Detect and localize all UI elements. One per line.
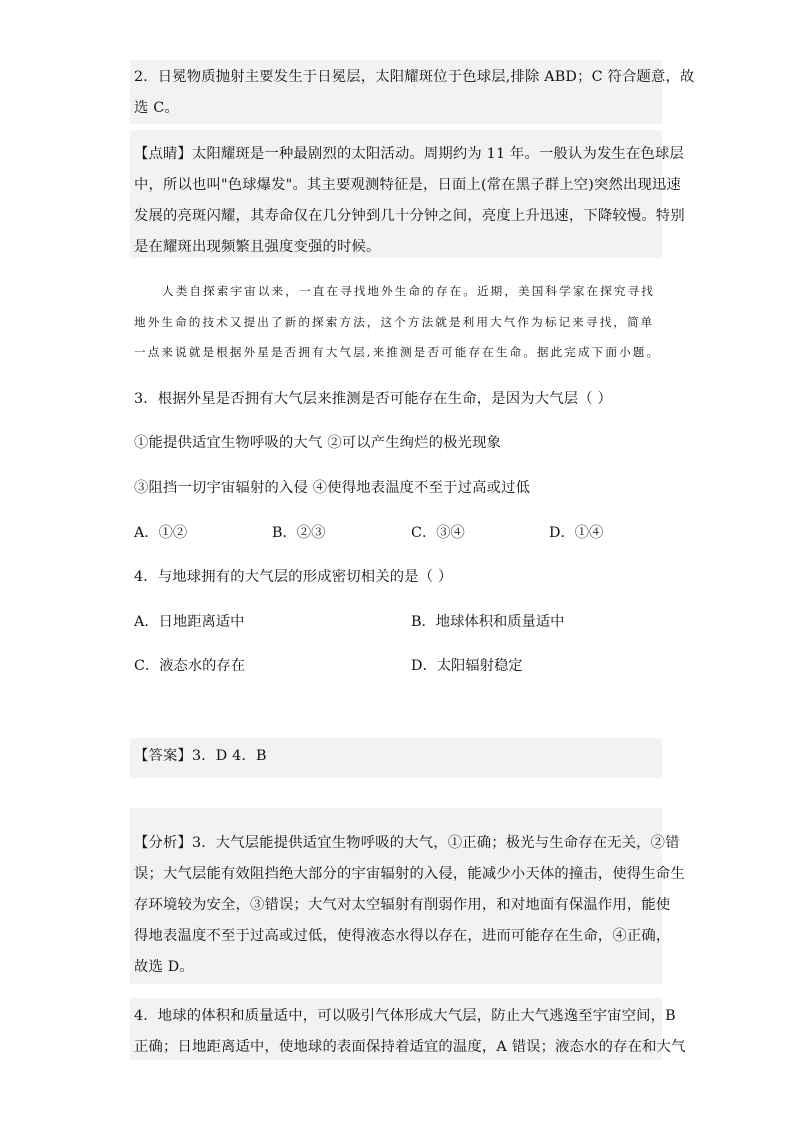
analysis-line: 【分析】3．大气层能提供适宜生物呼吸的大气，①正确；极光与生命存在无关，②错	[134, 835, 680, 851]
q4-option-a[interactable]: A．日地距离适中	[134, 614, 245, 630]
analysis-line: 存环境较为安全，③错误；大气对太空辐射有削弱作用，和对地面有保温作用，能使	[134, 897, 671, 913]
q2-explanation-line: 2．日冕物质抛射主要发生于日冕层，太阳耀斑位于色球层,排除 ABD；C 符合题意，故	[134, 69, 695, 85]
passage-line: 一点来说就是根据外星是否拥有大气层,来推测是否可能存在生命。据此完成下面小题。	[134, 345, 661, 359]
q2-explanation-line: 选 C。	[134, 100, 179, 116]
q3-option-a[interactable]: A．①②	[134, 525, 188, 541]
answer-line: 【答案】3．D 4．B	[134, 748, 267, 764]
q4-stem: 4．与地球拥有的大气层的形成密切相关的是（ ）	[134, 569, 453, 585]
analysis-line: 故选 D。	[134, 959, 194, 975]
passage-line: 地外生命的技术又提出了新的探索方法，这个方法就是利用大气作为标记来寻找，简单	[134, 315, 655, 329]
q3-option-d[interactable]: D．①④	[549, 525, 604, 541]
q3-stem: 3．根据外星是否拥有大气层来推测是否可能存在生命，是因为大气层（ ）	[134, 391, 612, 407]
q4-option-c[interactable]: C．液态水的存在	[134, 658, 246, 674]
analysis-line: 得地表温度不至于过高或过低，使得液态水得以存在，进而可能存在生命，④正确，	[134, 928, 671, 944]
analysis-line: 误；大气层能有效阻挡绝大部分的宇宙辐射的入侵，能减少小天体的撞击，使得生命生	[134, 866, 685, 882]
dianjing-line: 中，所以也叫"色球爆发"。其主要观测特征是，日面上(常在黑子群上空)突然出现迅速	[134, 177, 681, 193]
q4-option-d[interactable]: D．太阳辐射稳定	[411, 658, 523, 674]
passage-line: 人类自探索宇宙以来，一直在寻找地外生命的存在。近期，美国科学家在探究寻找	[162, 284, 655, 298]
q4-explanation-line: 4．地球的体积和质量适中，可以吸引气体形成大气层，防止大气逃逸至宇宙空间，B	[134, 1008, 676, 1024]
dianjing-line: 【点睛】太阳耀斑是一种最剧烈的太阳活动。周期约为 11 年。一般认为发生在色球层	[134, 146, 684, 162]
dianjing-line: 发展的亮斑闪耀，其寿命仅在几分钟到几十分钟之间，亮度上升迅速，下降较慢。特别	[134, 208, 685, 224]
q3-option-b[interactable]: B．②③	[272, 525, 326, 541]
q4-option-b[interactable]: B．地球体积和质量适中	[411, 614, 565, 630]
q4-explanation-line: 正确；日地距离适中，使地球的表面保持着适宜的温度，A 错误；液态水的存在和大气	[134, 1039, 686, 1055]
dianjing-line: 是在耀斑出现频繁且强度变强的时候。	[134, 239, 381, 255]
q3-items: ③阻挡一切宇宙辐射的入侵 ④使得地表温度不至于过高或过低	[134, 480, 531, 496]
q3-option-c[interactable]: C．③④	[411, 525, 465, 541]
q3-items: ①能提供适宜生物呼吸的大气 ②可以产生绚烂的极光现象	[134, 435, 502, 451]
